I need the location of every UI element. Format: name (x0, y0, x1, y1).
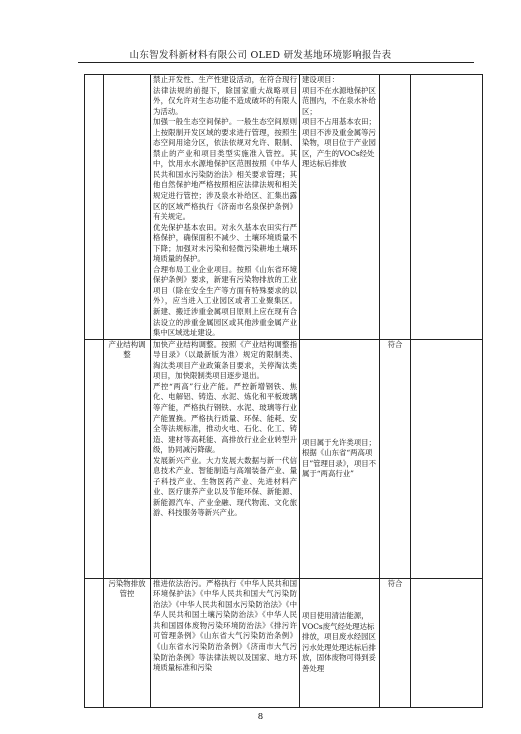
conclusion-cell: 符合 (380, 578, 411, 707)
compliance-table (84, 74, 483, 708)
category-cell (104, 75, 151, 340)
requirement-paragraph: 合理布局工业企业项目。按照《山东省环境保护条例》要求，新建有污染物排放的工业项目（除在安全生产等方面有特殊要求的以外），应当进入工业园区或者工业聚集区。新建、搬迁涉重金属项目原则上应在现有合法设立的涉重金属园区或其他涉重金属产业集中区域选址建设。 (153, 264, 297, 338)
requirement-cell (151, 578, 300, 707)
requirement-paragraph: 推进依法治污。严格执行《中华人民共和国环境保护法》《中华人民共和国大气污染防治法》《中华人民共和国水污染防治法》《中华人民共和国土壤污染防治法》《中华人民共和国固体废物污染环境防治法》《排污许可管理条例》《山东省大气污染防治条例》《山东省水污染防治条例》《济南市大气污染防治条例》等法律法规以及国家、地方环境质量标准和污染 (153, 578, 297, 673)
category-cell: 污染物排放管控 (104, 578, 151, 707)
table-row (85, 578, 483, 707)
header-rule (78, 62, 474, 63)
category-cell: 产业结构调整 (104, 339, 151, 578)
project-situation-cell: 建设项目： 项目不在水源地保护区范围内，不在泉水补给区； 项目不占用基本农田； 项目不涉及重金属等污染物，项目位于产业园区，产生的VOCs经处理达标后排放 (300, 75, 380, 340)
conclusion-cell (380, 75, 411, 340)
blank-cell (411, 339, 483, 578)
requirement-paragraph: 优先保护基本农田。对永久基本农田实行严格保护，确保面积不减少、土壤环境质量不下降；加强对未污染和轻微污染耕地土壤环境质量的保护。 (153, 222, 297, 264)
blank-cell (85, 339, 104, 578)
blank-cell (85, 75, 104, 340)
requirement-cell (151, 75, 300, 340)
blank-cell (411, 578, 483, 707)
project-situation-cell: 项目属于允许类项目；根据《山东省“两高项目”管理目录》，项目不属于“两高行业” (300, 339, 380, 578)
requirement-paragraph: 禁止开发性、生产性建设活动，在符合现行法律法规的前提下，除国家重大战略项目外，仅允许对生态功能不造成破坏的有限人为活动。 (153, 75, 297, 116)
conclusion-cell: 符合 (380, 339, 411, 578)
page-number: 8 (257, 712, 264, 722)
table-row (85, 75, 483, 340)
requirement-cell (151, 339, 300, 578)
requirement-paragraph: 加快产业结构调整。按照《产业结构调整指导目录》（以最新版为准）规定的限制类、淘汰类项目产业政策条目要求，关停淘汰类项目，加快限制类项目逐步退出。 (153, 339, 297, 381)
report-header-title: 山东智发科新材料有限公司 OLED 研发基地环境影响报告表 (129, 50, 392, 61)
blank-cell (411, 75, 483, 340)
requirement-paragraph: 发展新兴产业。大力发展大数据与新一代信息技术产业、智能制造与高端装备产业、量子科技产业、生物医药产业、先进材料产业、医疗康养产业以及节能环保、新能源、新能源汽车、产业金融、现代物流、文化旅游、科技服务等新兴产业。 (153, 455, 297, 518)
blank-cell (85, 578, 104, 707)
project-situation-cell: 项目使用清洁能源，VOCs废气经处理达标排放，项目废水经园区污水处理处理达标后排放，固体废物可得到妥善处理 (300, 578, 380, 707)
requirement-paragraph: 加强一般生态空间保护。一般生态空间原则上按限制开发区域的要求进行管理，按照生态空间用途分区，依法依规对允许、限制、禁止的产业和项目类型实施准入管控。其中，饮用水水源地保护区范围按照《中华人民共和国水污染防治法》相关要求管理；其他自然保护地严格按照相应法律法规和相关规定进行管控；涉及泉水补给区、汇集出露区的区域严格执行《济南市名泉保护条例》有关规定。 (153, 117, 297, 222)
requirement-paragraph: 严控“两高”行业产能。严控新增钢铁、焦化、电解铝、铸造、水泥、炼化和平板玻璃等产能，严格执行钢铁、水泥、玻璃等行业产能置换。严格执行质量、环保、能耗、安全等法规标准，推动火电、石化、化工、铸造、建材等高耗能、高排放行业企业转型升级，协同减污降碳。 (153, 381, 297, 455)
table-row (85, 339, 483, 578)
